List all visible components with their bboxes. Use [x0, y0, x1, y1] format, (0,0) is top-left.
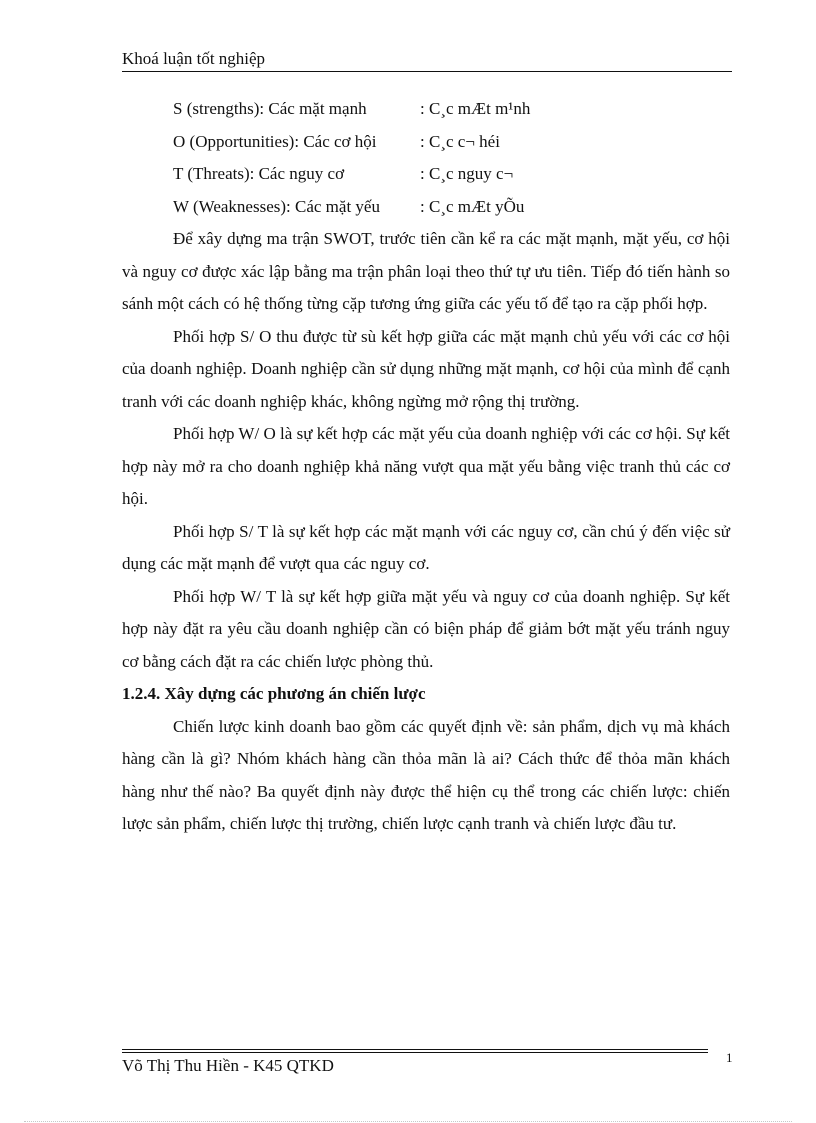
footer-divider [122, 1049, 708, 1050]
paragraph-strategy-options: Chiến lược kinh doanh bao gồm các quyết định về: sản phẩm, dịch vụ mà khách hàng cần là gì? Nhóm khách hàng cần thỏa mãn là ai? Cách thức để thỏa mãn khách hàng như thế nào? Ba quyết định này được thể hiện cụ thể trong các chiến lược: chiến lược sản phẩm, chiến lược thị trường, chiến lược cạnh tranh và chiến lược đầu tư. [122, 716, 730, 833]
swot-value: : C¸c c¬ héi [420, 131, 500, 151]
swot-value: : C¸c mÆt m¹nh [420, 99, 531, 118]
swot-value: : C¸c nguy c¬ [420, 164, 514, 183]
page-edge [24, 1121, 792, 1122]
swot-label: W (Weaknesses): Các mặt yếu [173, 196, 380, 216]
swot-label: T (Threats): Các nguy cơ [173, 164, 345, 183]
paragraph-wo-combination: Phối hợp W/ O là sự kết hợp các mặt yếu của doanh nghiệp với các cơ hội. Sự kết hợp này mở ra cho doanh nghiệp khả năng vượt qua mặt yếu bằng việc tranh thủ các cơ hội. [122, 424, 730, 508]
swot-value: : C¸c mÆt yÕu [420, 196, 525, 216]
swot-label: S (strengths): Các mặt mạnh [173, 99, 367, 118]
footer-author: Võ Thị Thu Hiền - K45 QTKD [122, 1056, 334, 1075]
paragraph-st-combination: Phối hợp S/ T là sự kết hợp các mặt mạnh với các nguy cơ, cần chú ý đến việc sử dụng các mặt mạnh để vượt qua các nguy cơ. [122, 521, 730, 573]
page-number: 1 [726, 1050, 733, 1065]
swot-label: O (Opportunities): Các cơ hội [173, 131, 377, 151]
body-text [122, 223, 730, 841]
section-heading: 1.2.4. Xây dựng các phương án chiến lược [122, 684, 426, 703]
footer-divider [122, 1052, 708, 1053]
paragraph-swot-matrix: Để xây dựng ma trận SWOT, trước tiên cần kể ra các mặt mạnh, mặt yếu, cơ hội và nguy cơ được xác lập bằng ma trận phân loại theo thứ tự ưu tiên. Tiếp đó tiến hành so sánh một cách có hệ thống từng cặp tương ứng giữa các yếu tố để tạo ra cặp phối hợp. [122, 229, 730, 313]
header-title: Khoá luận tốt nghiệp [122, 49, 266, 68]
header-divider [122, 71, 732, 72]
paragraph-wt-combination: Phối hợp W/ T là sự kết hợp giữa mặt yếu và nguy cơ của doanh nghiệp. Sự kết hợp này đặt ra yêu cầu doanh nghiệp cần có biện pháp để giảm bớt mặt yếu tránh nguy cơ bằng cách đặt ra các chiến lược phòng thủ. [122, 586, 730, 671]
paragraph-so-combination: Phối hợp S/ O thu được từ sù kết hợp giữa các mặt mạnh chủ yếu với các cơ hội của doanh nghiệp. Doanh nghiệp cần sử dụng những mặt mạnh, cơ hội của mình để cạnh tranh với các doanh nghiệp khác, không ngừng mở rộng thị trường. [122, 326, 730, 411]
